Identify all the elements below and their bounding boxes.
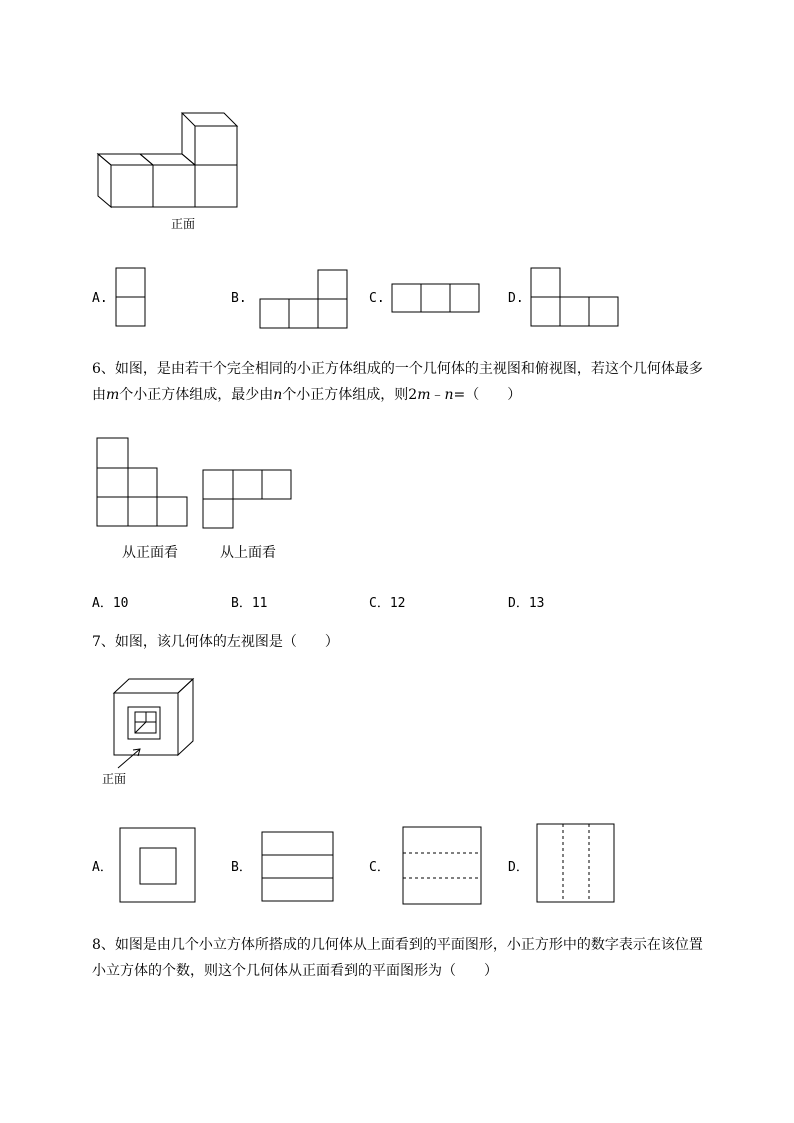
q5-option-a-letter[interactable]: A. <box>92 291 108 306</box>
var-n: n <box>273 387 283 403</box>
q6-option-b[interactable]: B．11 <box>231 596 268 611</box>
q7-option-d-letter[interactable]: D． <box>508 860 529 875</box>
q5-option-d-letter[interactable]: D. <box>508 291 524 306</box>
q7-option-a-letter[interactable]: A． <box>92 860 113 875</box>
q5-option-c-letter[interactable]: C. <box>369 291 385 306</box>
q5-option-b-letter[interactable]: B. <box>231 291 247 306</box>
q7-option-c-letter[interactable]: C． <box>369 860 390 875</box>
q6-top-caption: 从上面看 <box>220 545 276 561</box>
q6-stem-line1: 6、如图，是由若干个完全相同的小正方体组成的一个几何体的主视图和俯视图，若这个几何体最多 <box>92 361 703 377</box>
q8-stem-line2: 小立方体的个数，则这个几何体从正面看到的平面图形为（ ） <box>92 963 498 979</box>
fig5-front-label: 正面 <box>171 217 196 231</box>
q6-option-a[interactable]: A．10 <box>92 596 129 611</box>
q7-stem: 7、如图，该几何体的左视图是（ ） <box>92 634 339 650</box>
q6-option-d[interactable]: D．13 <box>508 596 545 611</box>
q6-front-caption: 从正面看 <box>122 545 178 561</box>
q8-stem-line1: 8、如图是由几个小立方体所搭成的几何体从上面看到的平面图形，小正方形中的数字表示在该位置 <box>92 937 703 953</box>
q7-option-b-letter[interactable]: B． <box>231 860 252 875</box>
q6-option-c[interactable]: C．12 <box>369 596 406 611</box>
var-m: m <box>106 387 120 403</box>
q7-front-label: 正面 <box>102 772 127 786</box>
q6-stem-line2: 由m个小正方体组成，最少由n个小正方体组成，则2m﹣n=（ ） <box>92 387 522 403</box>
